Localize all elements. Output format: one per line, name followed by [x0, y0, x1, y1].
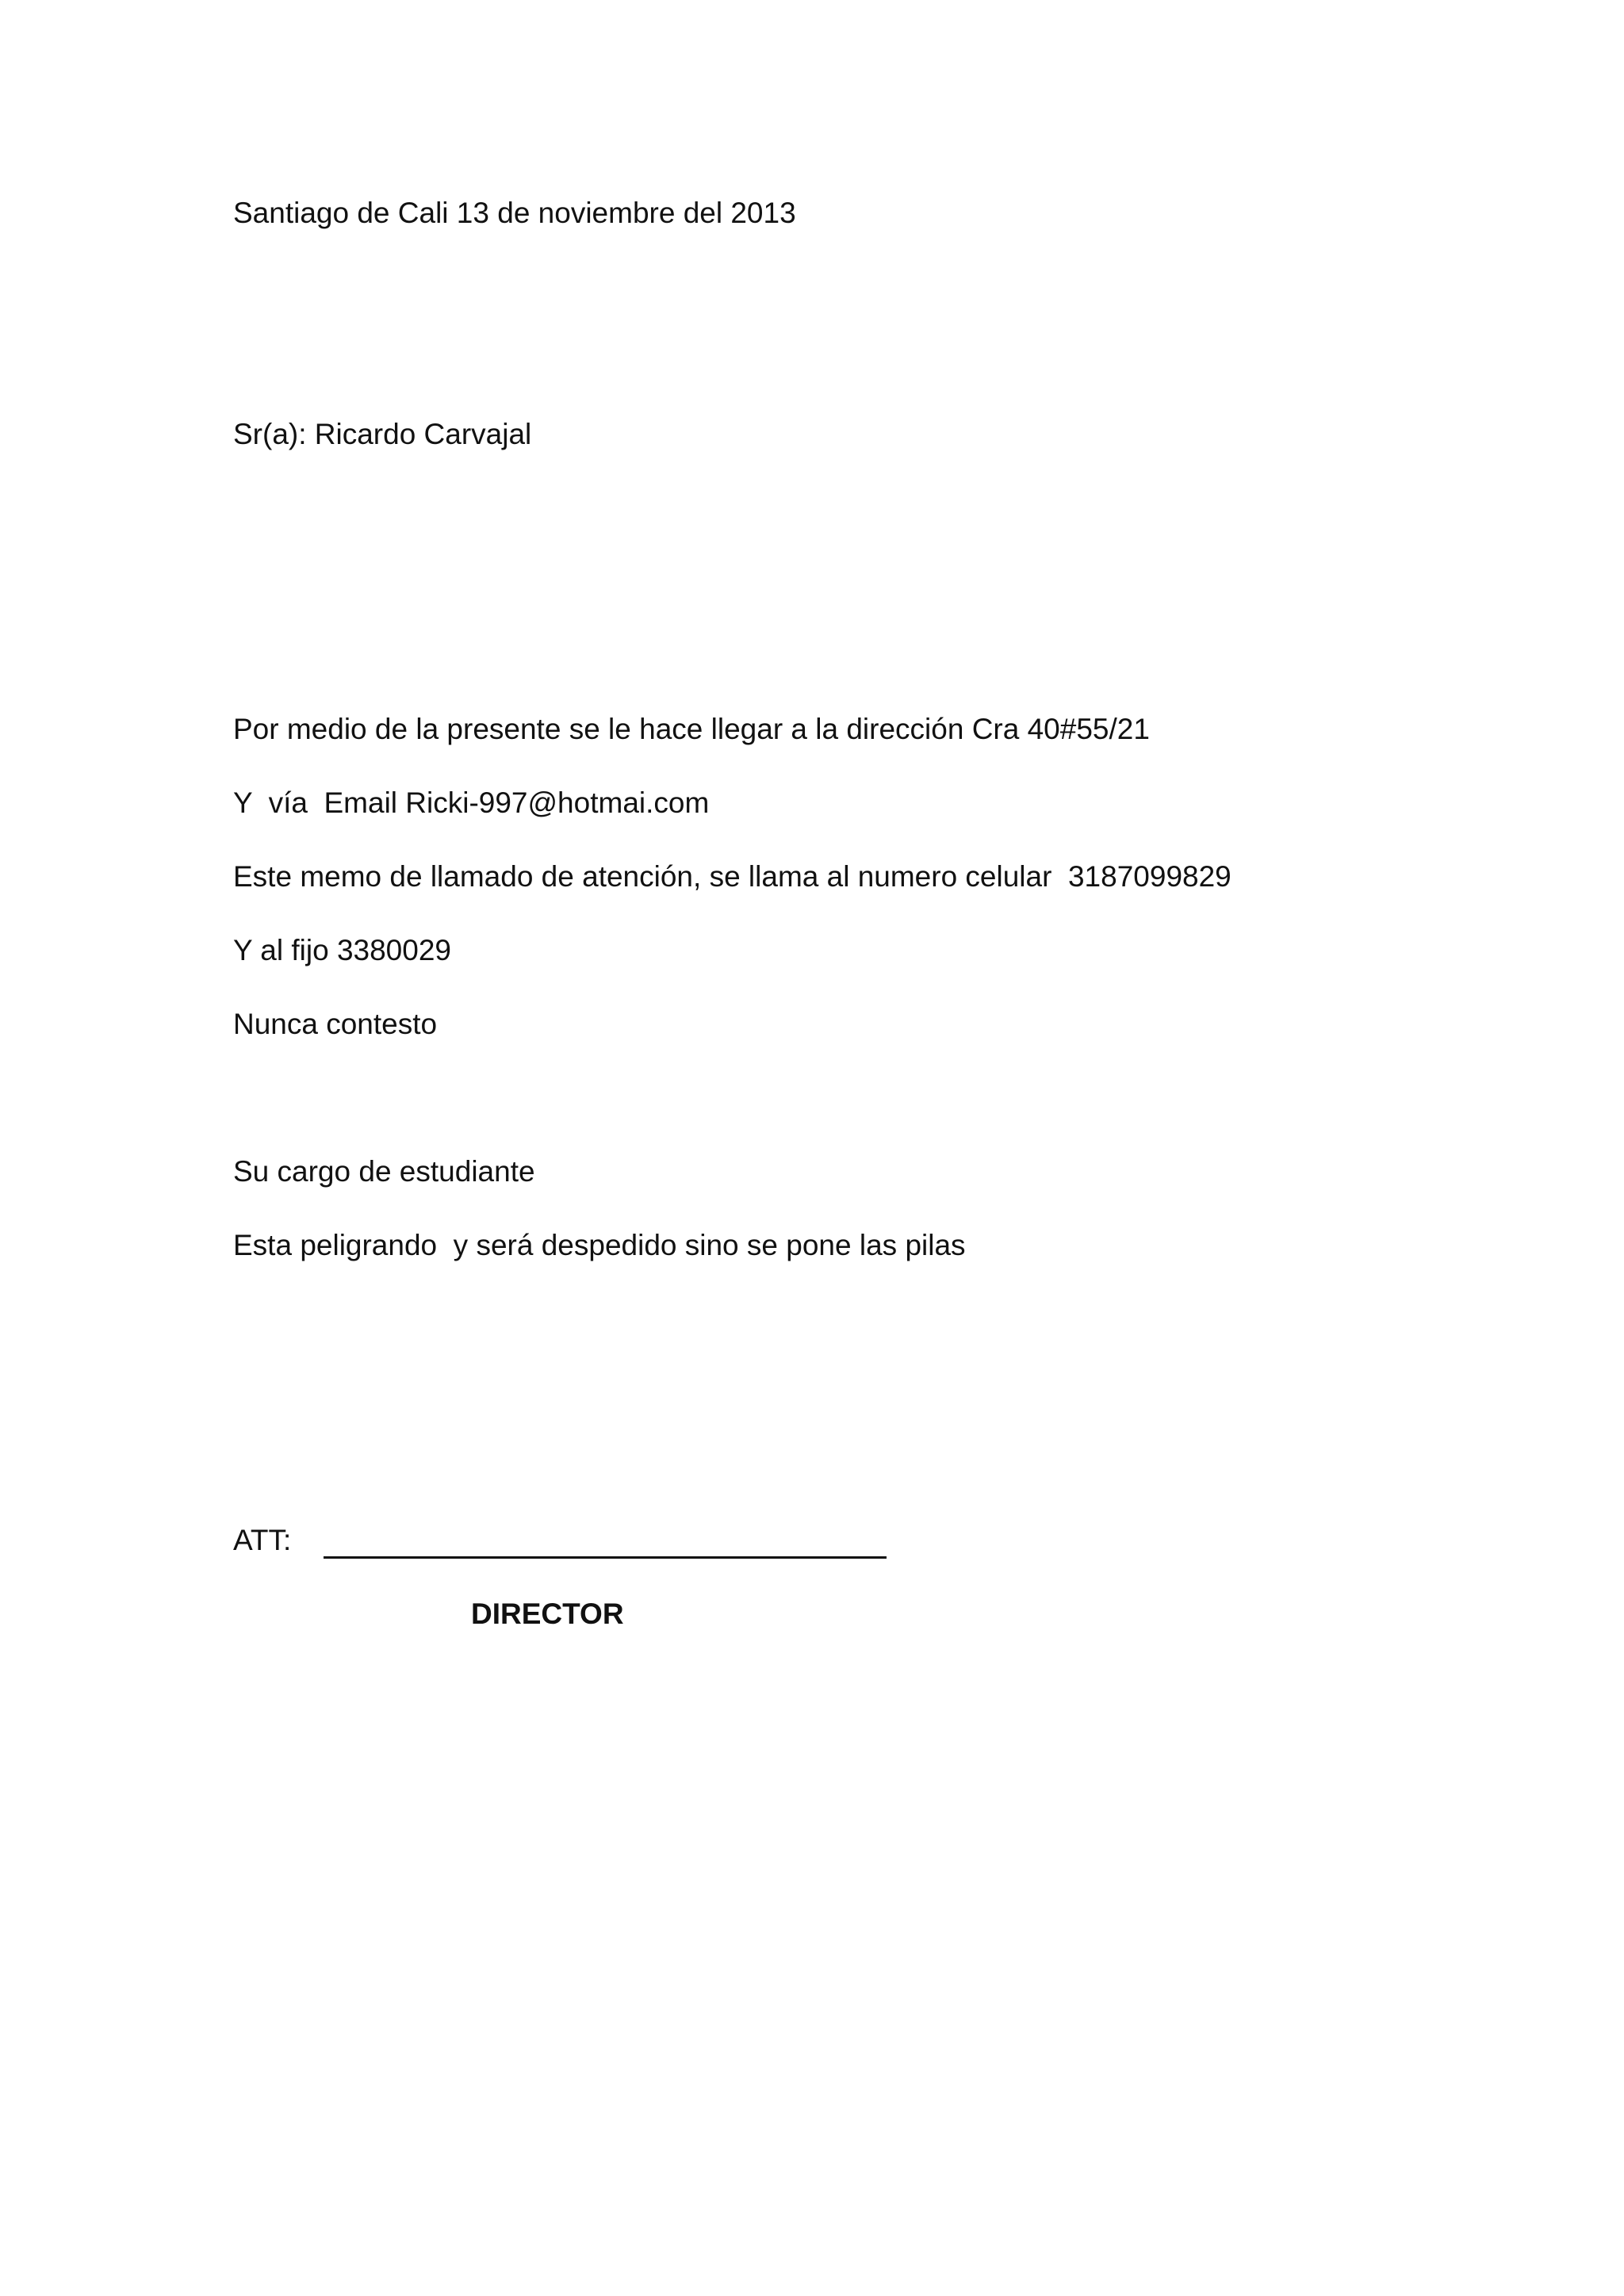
closing-line-position: Su cargo de estudiante	[233, 1155, 535, 1188]
director-title: DIRECTOR	[471, 1598, 624, 1630]
date-line: Santiago de Cali 13 de noviembre del 2013	[233, 197, 796, 229]
body-line-no-answer: Nunca contesto	[233, 1008, 438, 1040]
body-line-landline: Y al fijo 3380029	[233, 934, 451, 966]
body-line-phone: Este memo de llamado de atención, se llama al numero celular 3187099829	[233, 860, 1231, 893]
att-label: ATT:	[233, 1524, 292, 1556]
body-line-email: Y vía Email Ricki-997@hotmai.com	[233, 786, 710, 819]
recipient-line: Sr(a): Ricardo Carvajal	[233, 418, 532, 450]
body-line-address: Por medio de la presente se le hace llegar a la dirección Cra 40#55/21	[233, 713, 1150, 745]
signature-line	[324, 1556, 887, 1559]
closing-line-warning: Esta peligrando y será despedido sino se pone las pilas	[233, 1229, 966, 1261]
